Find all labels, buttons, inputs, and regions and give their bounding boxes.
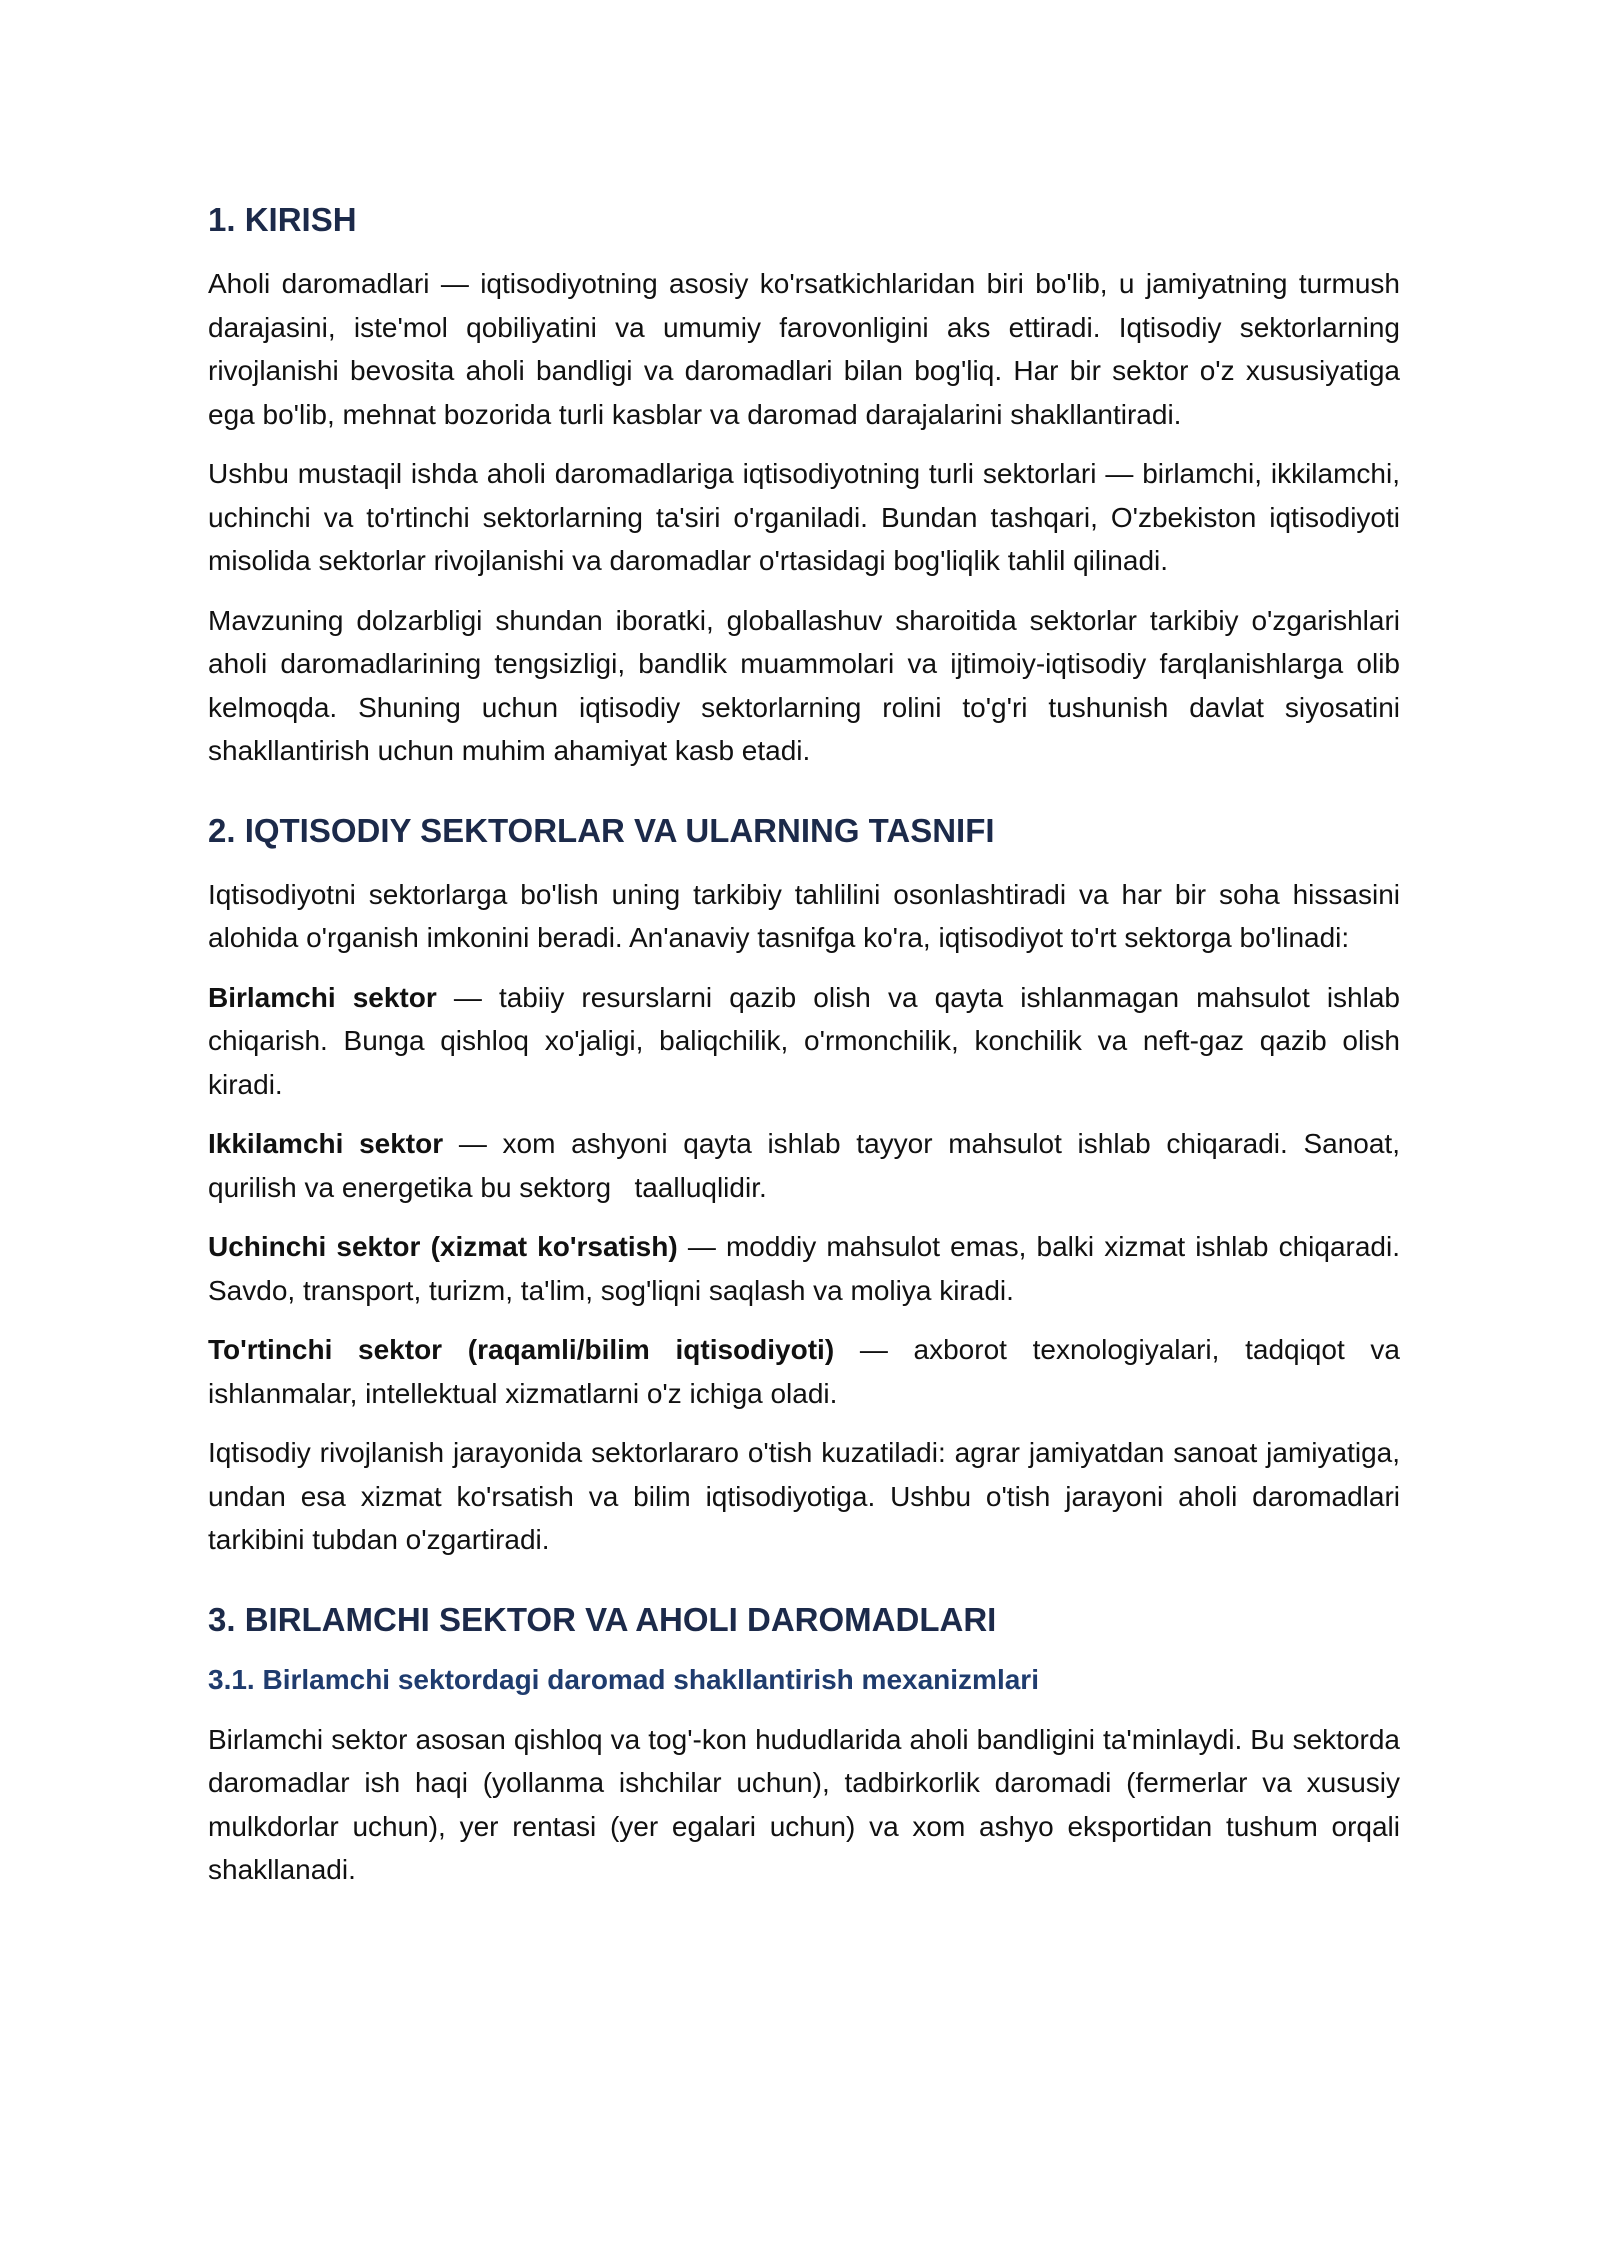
sector-term: Uchinchi sektor (xizmat ko'rsatish) <box>208 1231 678 1262</box>
paragraph: Aholi daromadlari — iqtisodiyotning asosiy ko'rsatkichlaridan biri bo'lib, u jamiyatning turmush darajasini, iste'mol qobiliyatini va umumiy farovonligini aks ettiradi. Iqtisodiy sektorlarning rivojlanishi bevosita aholi bandligi va daromadlari bilan bog'liq. Har bir sektor o'z xususiyatiga ega bo'lib, mehnat bozorida turli kasblar va daromad darajalarini shakllantiradi. <box>208 268 1400 430</box>
sector-description: — tabiiy resurslarni qazib olish va qayta ishlanmagan mahsulot ishlab chiqarish. Bunga qishloq xo'jaligi, baliqchilik, o'rmonchilik, konchilik va neft-gaz qazib olish kiradi. <box>208 981 1400 1100</box>
section-heading-kirish: 1. KIRISH <box>208 201 357 238</box>
sector-description: — xom ashyoni qayta ishlab tayyor mahsulot ishlab chiqaradi. Sanoat, qurilish va energetika bu sektorg taalluqlidir. <box>208 1128 1408 1203</box>
sector-term: Ikkilamchi sektor <box>208 1128 444 1159</box>
paragraph: Ushbu mustaqil ishda aholi daromadlariga iqtisodiyotning turli sektorlari — birlamchi, ikkilamchi, uchinchi va to'rtinchi sektorlarning ta'siri o'rganiladi. Bundan tashqari, O'zbekiston iqtisodiyoti misolida sektorlar rivojlanishi va daromadlar o'rtasidagi bog'liqlik tahlil qilinadi. <box>208 458 1400 576</box>
document-page <box>208 200 1408 1908</box>
sector-term: To'rtinchi sektor (raqamli/bilim iqtisodiyoti) <box>208 1334 835 1365</box>
subsection-heading: 3.1. Birlamchi sektordagi daromad shakllantirish mexanizmlari <box>208 1663 1039 1695</box>
sector-description: — moddiy mahsulot emas, balki xizmat ishlab chiqaradi. Savdo, transport, turizm, ta'lim, sog'liqni saqlash va moliya kiradi. <box>208 1231 1401 1306</box>
sector-definition-birlamchi <box>208 976 1400 1107</box>
section-heading-sektorlar: 2. IQTISODIY SEKTORLAR VA ULARNING TASNIFI <box>208 811 995 849</box>
paragraph: Iqtisodiy rivojlanish jarayonida sektorlararo o'tish kuzatiladi: agrar jamiyatdan sanoat jamiyatiga, undan esa xizmat ko'rsatish va bilim iqtisodiyotiga. Ushbu o'tish jarayoni aholi daromadlari tarkibini tubdan o'zgartiradi. <box>208 1437 1400 1555</box>
paragraph: Iqtisodiyotni sektorlarga bo'lish uning tarkibiy tahlilini osonlashtiradi va har bir soha hissasini alohida o'rganish imkonini beradi. An'anaviy tasnifga ko'ra, iqtisodiyot to'rt sektorga bo'linadi: <box>208 878 1400 953</box>
paragraph: Birlamchi sektor asosan qishloq va tog'-kon hududlarida aholi bandligini ta'minlaydi. Bu sektorda daromadlar ish haqi (yollanma ishchilar uchun), tadbirkorlik daromadi (fermerlar va xususiy mulkdorlar uchun), yer rentasi (yer egalari uchun) va xom ashyo eksportidan tushum orqali shakllanadi. <box>208 1723 1400 1885</box>
paragraph: Mavzuning dolzarbligi shundan iboratki, globallashuv sharoitida sektorlar tarkibiy o'zgarishlari aholi daromadlarining tengsizligi, bandlik muammolari va ijtimoiy-iqtisodiy farqlanishlarga olib kelmoqda. Shuning uchun iqtisodiy sektorlarning rolini to'g'ri tushunish davlat siyosatini shakllantirish uchun muhim ahamiyat kasb etadi. <box>208 604 1400 766</box>
sector-description: — axborot texnologiyalari, tadqiqot va ishlanmalar, intellektual xizmatlarni o'z ichiga oladi. <box>208 1334 1400 1409</box>
sector-definition-ikkilamchi <box>208 1122 1408 1209</box>
sector-definition-tortinchi <box>208 1328 1400 1415</box>
section-heading-birlamchi-sektor: 3. BIRLAMCHI SEKTOR VA AHOLI DAROMADLARI <box>208 1600 997 1638</box>
sector-term: Birlamchi sektor <box>208 981 437 1013</box>
sector-definition-uchinchi <box>208 1225 1400 1312</box>
